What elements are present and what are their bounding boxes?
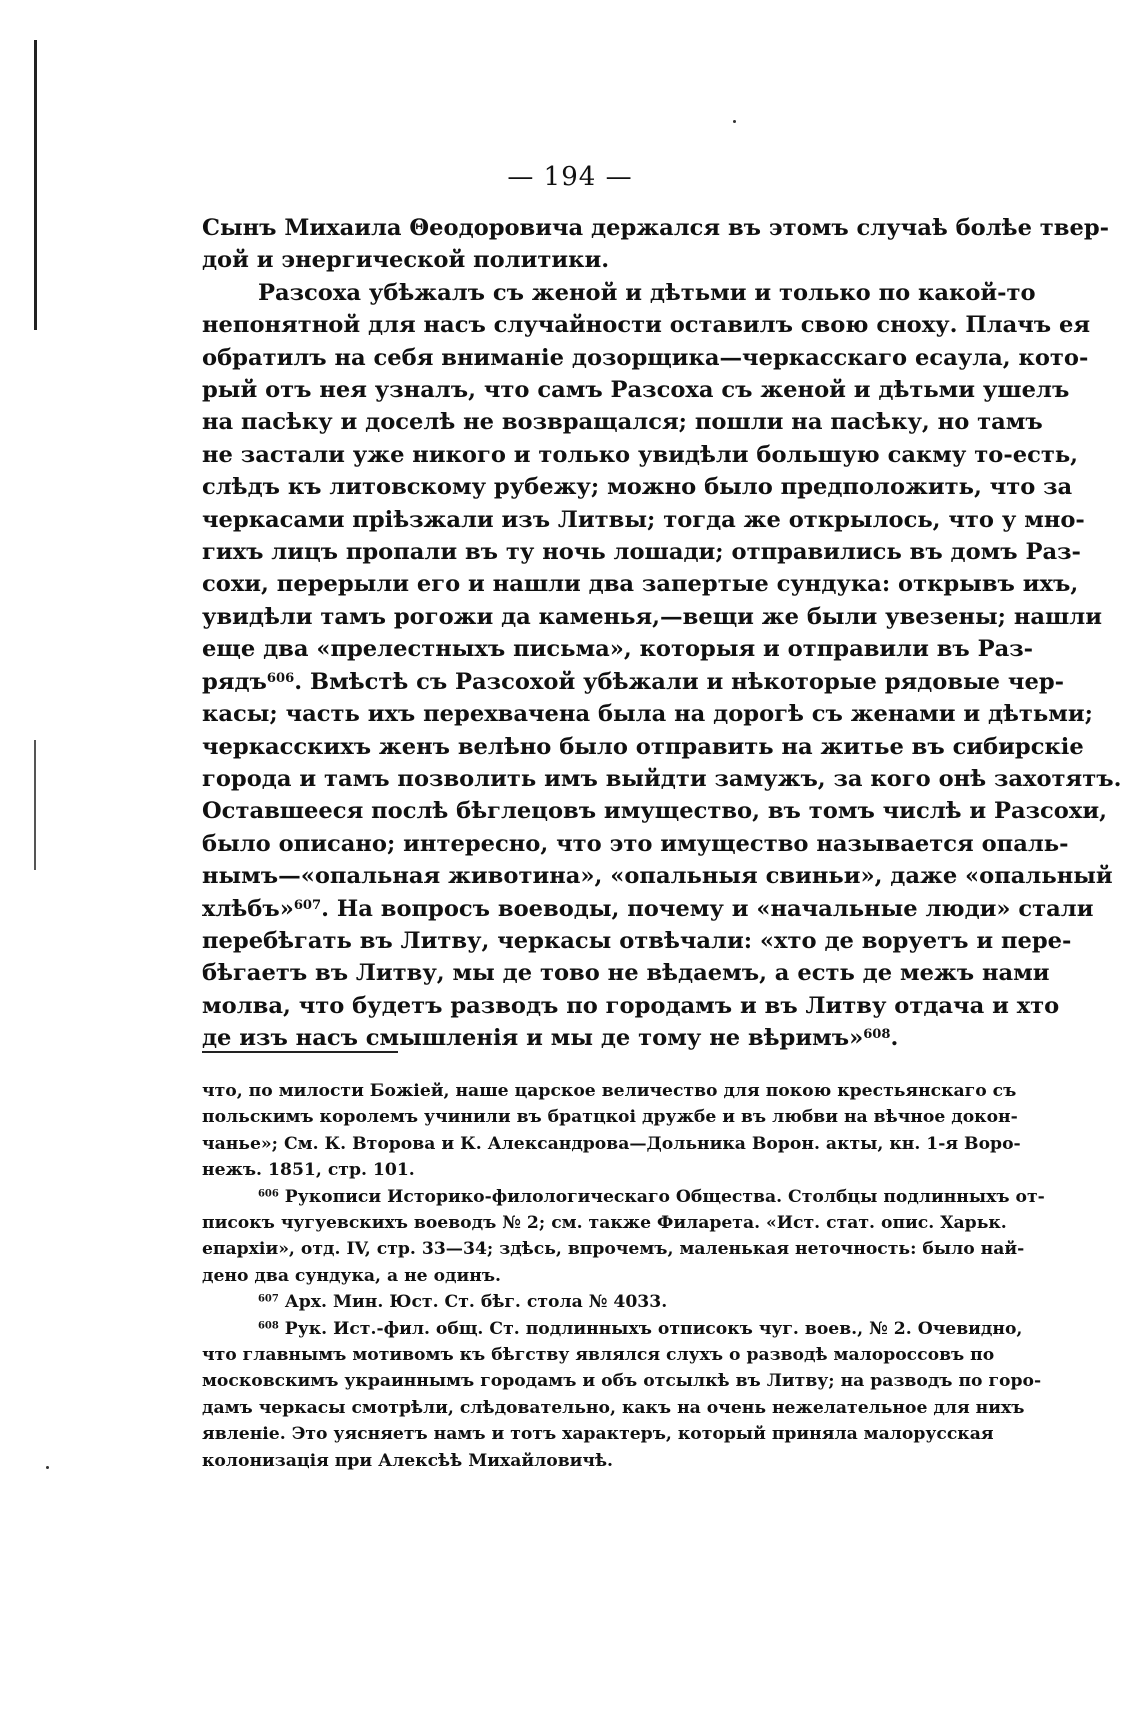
footnote-line xyxy=(202,1184,1045,1210)
footnote-line: колонизація при Алексѣѣ Михайловичѣ. xyxy=(202,1450,614,1471)
footnote-line: явленіе. Это уясняетъ намъ и тотъ характеръ, который приняла малорусская xyxy=(202,1424,994,1445)
text-line: молва, что будетъ разводъ по городамъ и въ Литву отдача и хто xyxy=(202,992,1060,1019)
footnote-line: польскимъ королемъ учинили въ братцкоі дружбе и въ любви на вѣчное докон- xyxy=(202,1107,1018,1128)
text-line: касы; часть ихъ перехвачена была на дорогѣ съ женами и дѣтьми; xyxy=(202,701,1093,728)
footnote-number-607: 607 xyxy=(258,1293,279,1305)
text-line xyxy=(202,666,1064,698)
scan-speck xyxy=(733,120,736,123)
footnote-line xyxy=(202,1316,1023,1342)
text-line: было описано; интересно, что это имущество называется опаль- xyxy=(202,830,1069,857)
text-line: рый отъ нея узналъ, что самъ Разсоха съ женой и дѣтьми ушелъ xyxy=(202,377,1070,404)
text-line: Сынъ Михаила Θеодоровича держался въ этомъ случаѣ болѣе твер- xyxy=(202,215,1110,241)
footnote-divider xyxy=(202,1051,398,1053)
footnote-ref-607: 607 xyxy=(293,897,322,913)
text-line: Оставшееся послѣ бѣглецовъ имущество, въ томъ числѣ и Разсохи, xyxy=(202,798,1107,825)
text-fragment: . Вмѣстѣ съ Разсохой убѣжали и нѣкоторые рядовые чер- xyxy=(294,668,1064,695)
footnote-line: чанье»; См. К. Второва и К. Александрова—Дольника Ворон. акты, кн. 1-я Воро- xyxy=(202,1133,1021,1154)
text-line: бѣгаетъ въ Литву, мы де тово не вѣдаемъ, а есть де межъ нами xyxy=(202,960,1050,987)
footnote-line: что, по милости Божіей, наше царское величество для покою крестьянскаго съ xyxy=(202,1081,1017,1101)
text-line xyxy=(202,893,1094,925)
text-fragment: рядъ xyxy=(202,668,267,695)
page-number: — 194 — xyxy=(507,162,633,192)
footnote-line: дено два сундука, а не одинъ. xyxy=(202,1265,501,1286)
footnote-number-606: 606 xyxy=(258,1188,279,1200)
footnotes xyxy=(202,1078,1045,1474)
text-line: перебѣгать въ Литву, черкасы отвѣчали: «хто де воруетъ и пере- xyxy=(202,927,1072,954)
text-line: на пасѣку и доселѣ не возвращался; пошли на пасѣку, но тамъ xyxy=(202,409,1043,436)
main-text xyxy=(202,212,1122,1055)
text-line: увидѣли тамъ рогожи да каменья,—вещи же были увезены; нашли xyxy=(202,603,1102,630)
text-line: непонятной для насъ случайности оставилъ свою сноху. Плачъ ея xyxy=(202,312,1091,339)
text-line: Разсоха убѣжалъ съ женой и дѣтьми и только по какой-то xyxy=(258,279,1036,306)
text-line: дой и энергической политики. xyxy=(202,247,610,274)
footnote-text: Арх. Мин. Юст. Ст. бѣг. стола № 4033. xyxy=(278,1292,668,1313)
footnote-line: епархіи», отд. IV, стр. 33—34; здѣсь, впрочемъ, маленькая неточность: было най- xyxy=(202,1239,1025,1260)
text-line: обратилъ на себя вниманіе дозорщика—черкасскаго есаула, кото- xyxy=(202,344,1089,371)
text-fragment: де изъ насъ смышленія и мы де тому не вѣримъ» xyxy=(202,1025,864,1052)
text-fragment: хлѣбъ» xyxy=(202,895,294,922)
text-line: гихъ лицъ пропали въ ту ночь лошади; отправились въ домъ Раз- xyxy=(202,539,1081,566)
text-line xyxy=(202,1022,978,1054)
text-fragment: . xyxy=(890,1025,899,1052)
footnote-number-608: 608 xyxy=(258,1320,279,1332)
footnote-line: писокъ чугуевскихъ воеводъ № 2; см. также Филарета. «Ист. стат. опис. Харьк. xyxy=(202,1213,1007,1234)
text-line: сохи, перерыли его и нашли два запертые сундука: открывъ ихъ, xyxy=(202,571,1079,598)
scan-margin-mark xyxy=(34,740,36,870)
text-line: города и тамъ позволить имъ выйдти замужъ, за кого онѣ захотятъ. xyxy=(202,765,1122,792)
footnote-line: московскимъ украиннымъ городамъ и объ отсылкѣ въ Литву; на разводъ по горо- xyxy=(202,1371,1042,1392)
text-line: нымъ—«опальная животина», «опальныя свиньи», даже «опальный xyxy=(202,863,1113,890)
text-line: черкасами пріѣзжали изъ Литвы; тогда же открылось, что у мно- xyxy=(202,506,1085,533)
scan-speck xyxy=(46,1466,49,1469)
footnote-line xyxy=(202,1289,978,1315)
footnote-ref-608: 608 xyxy=(863,1026,891,1042)
footnote-line: что главнымъ мотивомъ къ бѣгству являлся слухъ о разводѣ малороссовъ по xyxy=(202,1345,995,1366)
footnote-line: дамъ черкасы смотрѣли, слѣдовательно, какъ на очень нежелательное для нихъ xyxy=(202,1397,1025,1418)
text-line: еще два «прелестныхъ письма», которыя и отправили въ Раз- xyxy=(202,636,1034,663)
footnote-line: нежъ. 1851, стр. 101. xyxy=(202,1160,415,1181)
footnote-ref-606: 606 xyxy=(266,670,295,686)
text-fragment: . На вопросъ воеводы, почему и «начальные люди» стали xyxy=(321,895,1094,922)
text-line: слѣдъ къ литовскому рубежу; можно было предположить, что за xyxy=(202,474,1073,501)
text-line: черкасскихъ женъ велѣно было отправить на житье въ сибирскіе xyxy=(202,733,1084,760)
footnote-text: Рук. Ист.-фил. общ. Ст. подлинныхъ отписокъ чуг. воев., № 2. Очевидно, xyxy=(278,1318,1023,1339)
footnote-text: Рукописи Историко-филологическаго Общества. Столбцы подлинныхъ от- xyxy=(278,1186,1045,1207)
text-line: не застали уже никого и только увидѣли большую сакму то-есть, xyxy=(202,441,1079,468)
